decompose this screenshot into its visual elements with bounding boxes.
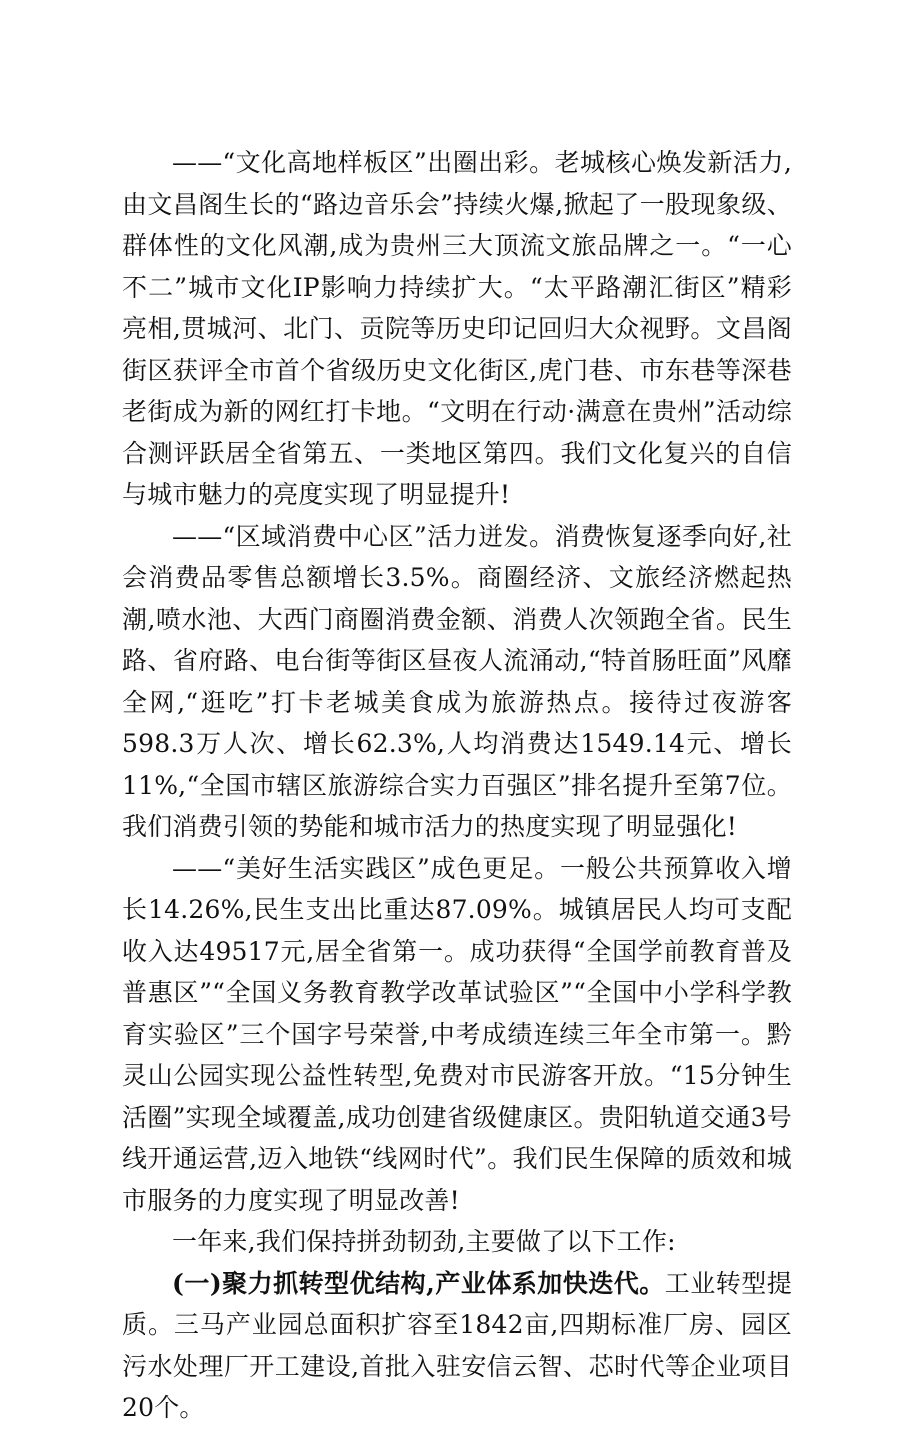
- paragraph-text: 工业转型提质。三马产业园总面积扩容至1842亩,四期标准厂房、园区污水处理厂开工建设,首批入驻安信云智、芯时代等企业项目20个。: [122, 1268, 792, 1422]
- paragraph-text: ——“文化高地样板区”出圈出彩。老城核心焕发新活力,由文昌阁生长的“路边音乐会”持续火爆,掀起了一股现象级、群体性的文化风潮,成为贵州三大顶流文旅品牌之一。“一心不二”城市文化IP影响力持续扩大。“太平路潮汇街区”精彩亮相,贯城河、北门、贡院等历史印记回归大众视野。文昌阁街区获评全市首个省级历史文化街区,虎门巷、市东巷等深巷老街成为新的网红打卡地。“文明在行动·满意在贵州”活动综合测评跃居全省第五、一类地区第四。我们文化复兴的自信与城市魅力的亮度实现了明显提升!: [122, 148, 792, 509]
- paragraph-consumption: [122, 516, 792, 848]
- paragraph-livelihood: [122, 848, 792, 1222]
- paragraph-industry: [122, 1263, 792, 1429]
- paragraph-text: 一年来,我们保持拼劲韧劲,主要做了以下工作:: [172, 1227, 676, 1256]
- paragraph-culture: [122, 142, 792, 516]
- paragraph-text: ——“区域消费中心区”活力迸发。消费恢复逐季向好,社会消费品零售总额增长3.5%。商圈经济、文旅经济燃起热潮,喷水池、大西门商圈消费金额、消费人次领跑全省。民生路、省府路、电台街等街区昼夜人流涌动,“特首肠旺面”风靡全网,“逛吃”打卡老城美食成为旅游热点。接待过夜游客598.3万人次、增长62.3%,人均消费达1549.14元、增长11%,“全国市辖区旅游综合实力百强区”排名提升至第7位。我们消费引领的势能和城市活力的热度实现了明显强化!: [122, 521, 792, 841]
- section-heading: (一)聚力抓转型优结构,产业体系加快迭代。: [172, 1268, 665, 1298]
- paragraph-text: ——“美好生活实践区”成色更足。一般公共预算收入增长14.26%,民生支出比重达87.09%。城镇居民人均可支配收入达49517元,居全省第一。成功获得“全国学前教育普及普惠区”“全国义务教育教学改革试验区”“全国中小学科学教育实验区”三个国字号荣誉,中考成绩连续三年全市第一。黔灵山公园实现公益性转型,免费对市民游客开放。“15分钟生活圈”实现全域覆盖,成功创建省级健康区。贵阳轨道交通3号线开通运营,迈入地铁“线网时代”。我们民生保障的质效和城市服务的力度实现了明显改善!: [122, 853, 792, 1215]
- paragraph-summary: [122, 1221, 792, 1263]
- document-body: [122, 142, 792, 1429]
